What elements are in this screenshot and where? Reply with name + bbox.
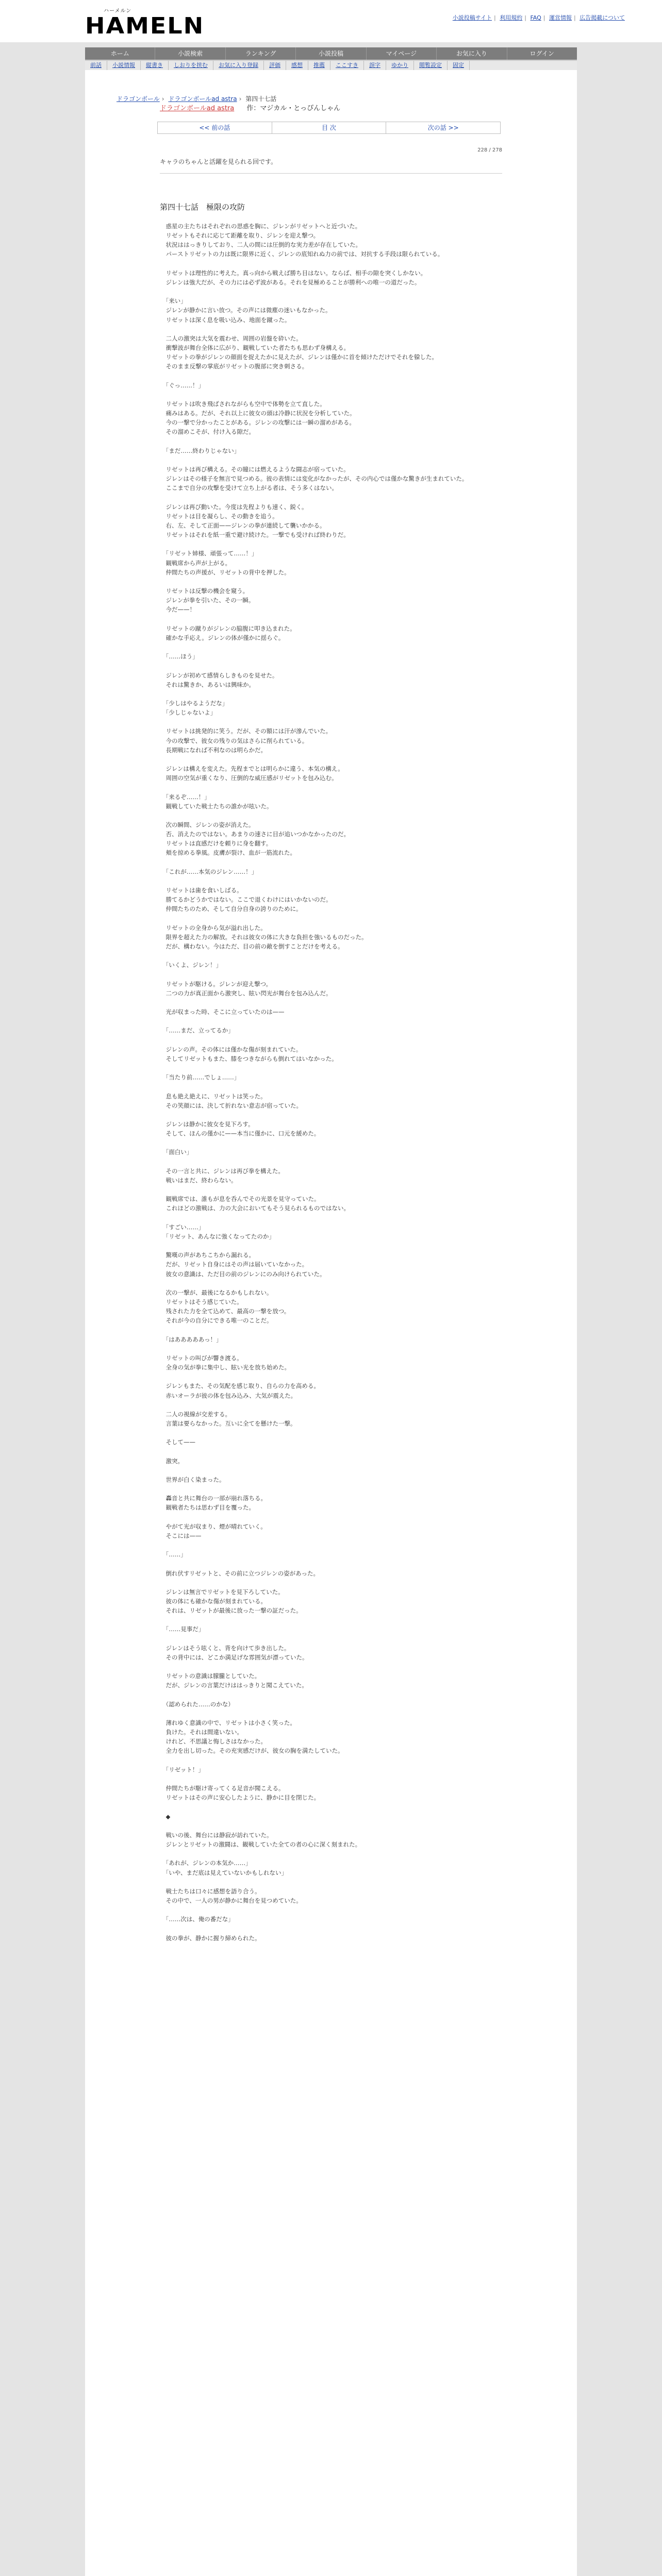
header-links: 小説投稿サイト | 利用規約 | FAQ | 運営情報 | 広告掲載について (452, 14, 625, 21)
subnav-vertical[interactable]: 縦書き (141, 61, 169, 70)
subnav-review[interactable]: 感想 (286, 61, 308, 70)
page-count: 228 / 278 (477, 147, 502, 153)
nav-search[interactable]: 小説検索 (155, 47, 225, 60)
subnav-like[interactable]: ここすき (330, 61, 364, 70)
subnav-novel-info[interactable]: 小説情報 (107, 61, 141, 70)
subnav-prev[interactable]: 前話 (85, 61, 107, 70)
novel-content (160, 93, 502, 1943)
subnav-typo[interactable]: 誤字 (364, 61, 386, 70)
header-link-faq[interactable]: FAQ (530, 14, 541, 21)
logo-wordmark: HAMELN (85, 12, 205, 39)
nav-login[interactable]: ログイン (529, 50, 554, 57)
subnav-recommend[interactable]: 推薦 (308, 61, 330, 70)
toc-button[interactable]: 目 次 (272, 122, 387, 133)
chapter-preface: キャラのちゃんと活躍を見られる回です。 (160, 158, 277, 165)
subnav-favorite[interactable]: お気に入り登録 (213, 61, 264, 70)
novel-subnav (85, 60, 577, 70)
breadcrumb-chapter: 第四十七話 (245, 95, 277, 103)
subnav-pin[interactable]: 固定 (448, 61, 470, 70)
preface-divider (160, 173, 502, 174)
header-link-terms[interactable]: 利用規約 (500, 14, 523, 21)
chapter-pager (157, 122, 501, 134)
nav-mypage[interactable]: マイページ (367, 47, 437, 60)
subnav-rate[interactable]: 評価 (264, 61, 286, 70)
nav-favorites[interactable]: お気に入り (437, 47, 507, 60)
next-chapter-button[interactable]: 次の話 >> (427, 124, 459, 131)
header-link-top[interactable]: 小説投稿サイト (452, 14, 492, 21)
subnav-settings[interactable]: 閲覧設定 (414, 61, 448, 70)
novel-author: 作：マジカル・とっぴんしゃん (246, 105, 341, 112)
nav-post[interactable]: 小説投稿 (296, 47, 366, 60)
chapter-body: 惑星の主たちはそれぞれの思惑を胸に、ジレンがリゼットへと近づいた。 リゼットもそれに応じて距離を取り、ジレンを迎え撃つ。 状況ははっきりしており、二人の間には圧倒的な実力差が存在していた。 パーストリゼットの力は既に限界に近く、ジレンの底知れぬ力の前では、対抗する手段は限られている。 リゼットは理性的に考えた。真っ向から戦えば勝ち目はない。ならば、相手の隙を突くしかない。 ジレンは強大だが、その力には必ず波がある。それを見極めることが勝利への唯一の道だった。 「来い」 ジレンが静かに言い放つ。その声には微塵の迷いもなかった。 リゼットは深く息を吸い込み、地面を蹴った。 二人の激突は大気を震わせ、周囲の岩盤を砕いた。 衝撃波が舞台全体に広がり、観戦していた者たちも思わず身構える。 リゼットの拳がジレンの顔面を捉えたかに見えたが、ジレンは僅かに首を傾けただけでそれを躱した。 そのまま反撃の掌底がリゼットの腹部に突き刺さる。 「ぐっ……！」 リゼットは吹き飛ばされながらも空中で体勢を立て直した。 痛みはある。だが、それ以上に彼女の頭は冷静に状況を分析していた。 今の一撃で分かったことがある。ジレンの攻撃には一瞬の溜めがある。 その溜めこそが、付け入る隙だ。 「まだ……終わりじゃない」 リゼットは再び構える。その瞳には燃えるような闘志が宿っていた。 ジレンはその様子を無言で見つめる。彼の表情には変化がなかったが、その内心では僅かな驚きが生まれていた。 ここまで自分の攻撃を受けて立ち上がる者は、そう多くはない。 ジレンは再び動いた。今度は先程よりも速く、鋭く。 リゼットは目を凝らし、その動きを追う。 右、左、そして正面——ジレンの拳が連続して襲いかかる。 リゼットはそれを紙一重で避け続けた。一撃でも受ければ終わりだ。 「リゼット姉様、頑張って……！」 観戦席から声が上がる。 仲間たちの声援が、リゼットの背中を押した。 リゼットは反撃の機会を窺う。 ジレンが拳を引いた、その一瞬。 今だ——！ リゼットの蹴りがジレンの脇腹に叩き込まれた。 確かな手応え。ジレンの体が僅かに揺らぐ。 「……ほう」 ジレンが初めて感情らしきものを見せた。 それは驚きか、あるいは興味か。 「少しはやるようだな」 「少しじゃないよ」 リゼットは挑発的に笑う。だが、その額には汗が滲んでいた。 今の攻撃で、彼女の残りの気はさらに削られている。 長期戦になれば不利なのは明らかだ。 ジレンは構えを変えた。先程までとは明らかに違う、本気の構え。 周囲の空気が重くなり、圧倒的な威圧感がリゼットを包み込む。 「来るぞ……！」 観戦していた戦士たちの誰かが呟いた。 次の瞬間、ジレンの姿が消えた。 否、消えたのではない。あまりの速さに目が追いつかなかったのだ。 リゼットは直感だけを頼りに身を翻す。 頬を掠める拳風。皮膚が裂け、血が一筋流れた。 「これが……本気のジレン……！」 リゼットは歯を食いしばる。 勝てるかどうかではない。ここで退くわけにはいかないのだ。 仲間たちのため、そして自分自身の誇りのために。 リゼットの全身から気が溢れ出した。 限界を超えた力の解放。それは彼女の体に大きな負担を強いるものだった。 だが、構わない。今はただ、目の前の敵を倒すことだけを考える。 「いくよ、ジレン！」 リゼットが駆ける。ジレンが迎え撃つ。 二つの力が真正面から激突し、眩い閃光が舞台を包み込んだ。 光が収まった時、そこに立っていたのは—— 「……まだ、立ってるか」 ジレンの声。その体には僅かな傷が刻まれていた。 そしてリゼットもまた、膝をつきながらも倒れてはいなかった。 「当たり前……でしょ……」 息も絶え絶えに、リゼットは笑った。 その笑顔には、決して折れない意志が宿っていた。 ジレンは静かに彼女を見下ろす。 そして、ほんの僅かに——本当に僅かに、口元を緩めた。 「面白い」 その一言と共に、ジレンは再び拳を構えた。 戦いはまだ、終わらない。 観戦席では、誰もが息を呑んでその光景を見守っていた。 これほどの激戦は、力の大会においてもそう見られるものではない。 「すごい……」 「リゼット、あんなに強くなってたのか」 驚嘆の声があちこちから漏れる。 だが、リゼット自身にはその声は届いていなかった。 彼女の意識は、ただ目の前のジレンにのみ向けられていた。 次の一撃が、最後になるかもしれない。 リゼットはそう感じていた。 残された力を全て込めて、最高の一撃を放つ。 それが今の自分にできる唯一のことだ。 「はあああああっ！」 リゼットの叫びが響き渡る。 全身の気が拳に集中し、眩い光を放ち始めた。 ジレンもまた、その気配を感じ取り、自らの力を高める。 赤いオーラが彼の体を包み込み、大気が震えた。 二人の視線が交差する。 言葉は要らなかった。互いに全てを懸けた一撃。 そして—— 激突。 世界が白く染まった。 轟音と共に舞台の一部が崩れ落ちる。 観戦者たちは思わず目を覆った。 やがて光が収まり、煙が晴れていく。 そこには—— 「……」 倒れ伏すリゼットと、その前に立つジレンの姿があった。 ジレンは無言でリゼットを見下ろしていた。 彼の体にも確かな傷が刻まれている。 それは、リゼットが最後に放った一撃の証だった。 「……見事だ」 ジレンはそう呟くと、背を向けて歩き出した。 その背中には、どこか満足げな雰囲気が漂っていた。 リゼットの意識は朦朧としていた。 だが、ジレンの言葉だけははっきりと聞こえていた。 （認められた……のかな） 薄れゆく意識の中で、リゼットは小さく笑った。 負けた。それは間違いない。 けれど、不思議と悔しさはなかった。 全力を出し切った。その充実感だけが、彼女の胸を満たしていた。 「リゼット！」 仲間たちが駆け寄ってくる足音が聞こえる。 リゼットはその声に安心したように、静かに目を閉じた。 ◆ 戦いの後、舞台には静寂が訪れていた。 ジレンとリゼットの激闘は、観戦していた全ての者の心に深く刻まれた。 「あれが、ジレンの本気か……」 「いや、まだ底は見えていないかもしれない」 戦士たちは口々に感想を語り合う。 その中で、一人の男が静かに舞台を見つめていた。 「……次は、俺の番だな」 彼の拳が、静かに握り締められた。 (166, 223, 468, 1942)
subnav-bookmark[interactable]: しおりを挟む (169, 61, 213, 70)
nav-ranking[interactable]: ランキング (226, 47, 296, 60)
header-link-ads[interactable]: 広告掲載について (580, 14, 625, 21)
novel-title-link[interactable]: ドラゴンボールad astra (160, 105, 235, 112)
breadcrumb: ドラゴンボール › ドラゴンボールad astra › 第四十七話 (117, 95, 277, 103)
global-nav (85, 47, 577, 60)
site-logo[interactable] (85, 6, 205, 39)
logo-subtitle: ハーメルン (104, 8, 132, 14)
breadcrumb-novel[interactable]: ドラゴンボールad astra (168, 95, 237, 103)
subnav-related[interactable]: ゆかり (386, 61, 414, 70)
prev-chapter-button[interactable]: << 前の話 (158, 122, 272, 133)
header-link-about[interactable]: 運営情報 (549, 14, 572, 21)
site-header (0, 0, 662, 42)
chapter-title: 第四十七話 極限の攻防 (160, 202, 245, 212)
nav-home[interactable]: ホーム (85, 47, 155, 60)
breadcrumb-genre[interactable]: ドラゴンボール (117, 95, 160, 103)
novel-title-line (160, 104, 502, 113)
